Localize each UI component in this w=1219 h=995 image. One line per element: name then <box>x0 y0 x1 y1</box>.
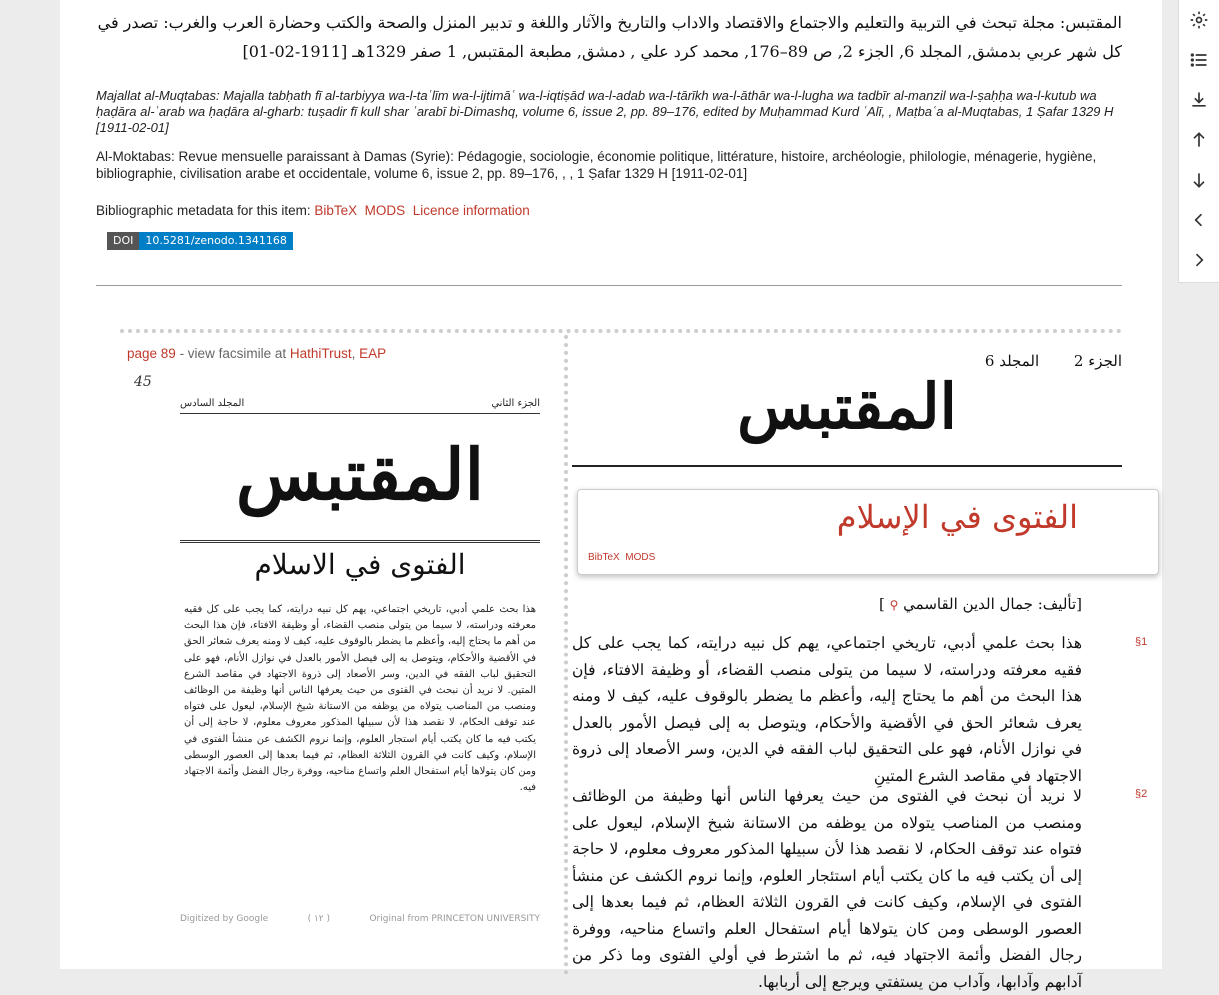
chevron-right-icon[interactable] <box>1179 240 1219 280</box>
biblio-label: Bibliographic metadata for this item: <box>96 203 311 218</box>
doi-value: 10.5281/zenodo.1341168 <box>139 232 292 250</box>
licence-link[interactable]: Licence information <box>412 203 530 218</box>
column-divider <box>564 335 568 975</box>
bibliographic-metadata <box>96 203 530 218</box>
chevron-left-icon[interactable] <box>1179 200 1219 240</box>
article-mods-link[interactable]: MODS <box>625 552 656 563</box>
arrow-down-icon[interactable] <box>1179 160 1219 200</box>
article-links <box>588 552 655 563</box>
issue-label: الجزء 2 <box>1073 352 1122 370</box>
transliterated-citation: Majallat al-Muqtabas: Majalla tabḥath fī al-tarbiyya wa-l-taʿlīm wa-l-ijtimāʿ wa-l-iqtiṣād wa-l-adab wa-l-tārīkh wa-l-āthār wa-l-lugha wa tadbīr al-manzil wa-l-ṣaḥḥa wa-l-kutub wa ḥaḍāra al-ʿarab wa ḥaḍāra al-gharb: tuṣadir fī kull shar ʿarabī bi-Dimashq, volume 6, issue 2, pp. 89–176, edited by Muḥammad Kurd ʿAlī, , Maṭbaʿa al-Muqtabas, 1 Ṣafar 1329 H [1911-02-01] <box>96 88 1114 135</box>
paragraph-number[interactable]: §2 <box>1135 788 1148 800</box>
scan-footer: Digitized by Google ( ١٢ ) Original from PRINCETON UNIVERSITY <box>180 914 540 924</box>
gear-icon[interactable] <box>1179 0 1219 40</box>
paragraph-1: هذا بحث علمي أدبي، تاريخي اجتماعي، يهم كل نبيه درايته، كما يجب على كل فقيه معرفته ودراسته، لا سيما من يتولى منصب القضاء، أو وظيفة الافتاء، فإن هذا البحث من أهم ما يحتاج إليه، وأعظم ما يضطر بالوقوف عليه، كيف لا ومنه يعرف شعائر الحق في الأقضية والأحكام، ويتوصل به إلى فيصل الأمور بالعدل في نوازل الأنام، فهو على التحقيق لباب الفقه في الدين، وسر الأصعاد إلى ذروة الاجتهاد في مقاصد الشرع المتينِ <box>572 634 1082 785</box>
download-icon[interactable] <box>1179 80 1219 120</box>
french-citation: Al-Moktabas: Revue mensuelle paraissant à Damas (Syrie): Pédagogie, sociologie, économie politique, littérature, histoire, archéologie, philologie, ménagerie, hygiène, bibliographie, civilisation arabe et occidentale, volume 6, issue 2, pp. 89–176, , , 1 Ṣafar 1329 H [1911-02-01] <box>96 149 1097 181</box>
article-title: الفتوى في الإسلام <box>836 498 1078 536</box>
list-icon[interactable] <box>1179 40 1219 80</box>
paragraph-2: لا نريد أن نبحث في الفتوى من حيث يعرفها الناس أنها وظيفة من الوظائف ومنصب من المناصب يتولاه من يوظفه من الاستانة شيخ الإسلام، ليعول على فتواه عند توقف الحكام، لا نقصد هذا لأن سبيلها المذكور معروف معلوم، لا حاجة إلى أن يكتب فيه ما كان يكتب أيام استئجار العلوم، وإنما نروم الكشف عن منشأ الفتوى في الإسلام، وكيف كانت في القرون الثلاثة العظام، ثم فيما بعدها إلى العصور الوسطى ومن كان يتولاها أيام استفحال العلم واتساع مناحيه، ووفرة رجال الفضل وأئمة الاجتهاد فيه، ثم ما اشترط في أولي الفتوى وما ذكر من آدابهم وآدابها، وآداب من يستفتي ويرجع إلى أربابها. <box>572 787 1082 991</box>
handwritten-number: 45 <box>134 374 152 390</box>
scan-masthead: المقتبس <box>235 433 485 516</box>
masthead: المقتبس <box>737 370 957 443</box>
bibtex-link[interactable]: BibTeX <box>314 203 358 218</box>
arabic-citation: المقتبس: مجلة تبحث في التربية والتعليم والاجتماع والاقتصاد والاداب والتاريخ والآثار واللغة و تدبير المنزل والصحة والكتب وحضارة العرب والغرب: تصدر في كل شهر عربي بدمشق, المجلد 6, الجزء 2, ص 89–176, محمد كرد علي , دمشق, مطبعة المقتبس, 1 صفر 1329هـ [1911-02-01] <box>97 13 1122 61</box>
doi-badge[interactable] <box>107 232 293 250</box>
volume-label: المجلد 6 <box>984 352 1040 370</box>
eap-link[interactable]: EAP <box>359 346 387 361</box>
page-link[interactable]: page 89 <box>127 346 176 361</box>
paragraph-number[interactable]: §1 <box>1135 636 1148 648</box>
document-page <box>60 0 1162 991</box>
masthead-rule <box>572 465 1122 467</box>
divider <box>96 285 1122 286</box>
facsimile-links: page 89 - view facsimile at HathiTrust, EAP <box>127 346 387 361</box>
person-icon[interactable]: ⚲ <box>889 598 899 612</box>
scan-header: الجزء الثاني المجلد السادس <box>180 398 540 414</box>
facsimile-image[interactable] <box>120 368 560 969</box>
tool-sidebar <box>1178 0 1219 283</box>
author-name: جمال الدين القاسمي <box>903 595 1033 613</box>
article-bibtex-link[interactable]: BibTeX <box>588 552 620 563</box>
scan-article-title: الفتوى في الاسلام <box>254 548 466 581</box>
dotted-divider <box>120 329 1122 333</box>
hathitrust-link[interactable]: HathiTrust <box>289 346 352 361</box>
author-line: [تأليف: جمال الدين القاسمي ⚲ ] <box>878 595 1082 613</box>
mods-link[interactable]: MODS <box>364 203 406 218</box>
arrow-up-icon[interactable] <box>1179 120 1219 160</box>
doi-label: DOI <box>107 232 139 250</box>
scan-body-text: هذا بحث علمي أدبي، تاريخي اجتماعي، يهم كل نبيه درايته، كما يجب على كل فقيه معرفته ودراسته، لا سيما من يتولى منصب القضاء، أو وظيفة الافتاء، فإن هذا البحث من أهم ما يحتاج إليه، وأعظم ما يضطر بالوقوف عليه، كيف لا ومنه يعرف شعائر الحق في الأقضية والأحكام، ويتوصل به إلى فيصل الأمور بالعدل في نوازل الأنام، فهو على التحقيق لباب الفقه في الدين، وسر الأصعاد إلى ذروة الاجتهاد في مقاصد الشرع المتين. لا نريد أن نبحث في الفتوى من حيث يعرفها الناس أنها وظيفة من الوظائف ومنصب من المناصب يتولاه من يوظفه من الاستانة شيخ الإسلام، ليعول على فتواه عند توقف الحكام، لا نقصد هذا لأن سبيلها المذكور معروف معلوم، لا حاجة إلى أن يكتب فيه ما كان يكتب أيام استجار العلوم، وإنما نروم الكشف عن منشأ الفتوى في الإسلام، وكيف كانت في القرون الثلاثة العظام، ثم فيما بعدها إلى العصور الوسطى ومن كان يتولاها أيام استفحال العلم واتساع مناحيه، ووفرة رجال الفضل وأئمة الاجتهاد فيه. <box>184 604 536 794</box>
article-title-card <box>577 489 1159 575</box>
